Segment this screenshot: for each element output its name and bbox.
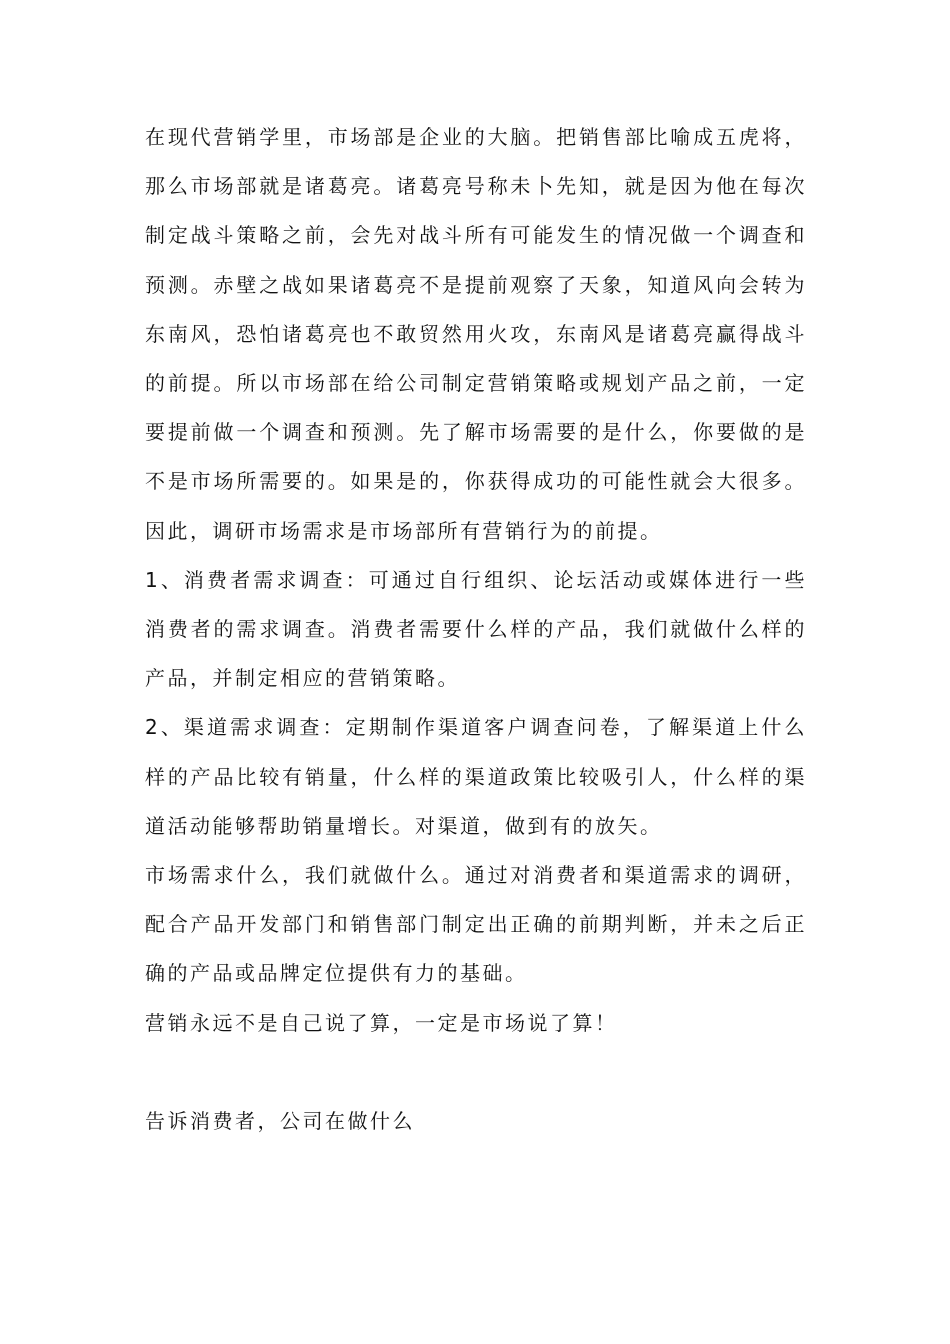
document-body	[145, 113, 807, 1146]
paragraph-conclusion: 营销永远不是自己说了算，一定是市场说了算！	[145, 1010, 618, 1035]
paragraph-market-demand: 市场需求什么，我们就做什么。通过对消费者和渠道需求的调研，配合产品开发部门和销售部门制定出正确的前期判断，并未之后正确的产品或品牌定位提供有力的基础。	[145, 863, 807, 986]
paragraph-consumer-survey: 1、消费者需求调查：可通过自行组织、论坛活动或媒体进行一些消费者的需求调查。消费者需要什么样的产品，我们就做什么样的产品，并制定相应的营销策略。	[145, 567, 807, 691]
blank-line	[145, 1048, 807, 1097]
section-heading: 告诉消费者，公司在做什么	[145, 1108, 415, 1133]
paragraph-intro: 在现代营销学里，市场部是企业的大脑。把销售部比喻成五虎将，那么市场部就是诸葛亮。诸葛亮号称未卜先知，就是因为他在每次制定战斗策略之前，会先对战斗所有可能发生的情况做一个调查和预测。赤壁之战如果诸葛亮不是提前观察了天象，知道风向会转为东南风，恐怕诸葛亮也不敢贸然用火攻，东南风是诸葛亮赢得战斗的前提。所以市场部在给公司制定营销策略或规划产品之前，一定要提前做一个调查和预测。先了解市场需要的是什么，你要做的是不是市场所需要的。如果是的，你获得成功的可能性就会大很多。因此，调研市场需求是市场部所有营销行为的前提。	[145, 125, 807, 543]
paragraph-channel-survey: 2、渠道需求调查：定期制作渠道客户调查问卷，了解渠道上什么样的产品比较有销量，什么样的渠道政策比较吸引人，什么样的渠道活动能够帮助销量增长。对渠道，做到有的放矢。	[145, 715, 807, 838]
